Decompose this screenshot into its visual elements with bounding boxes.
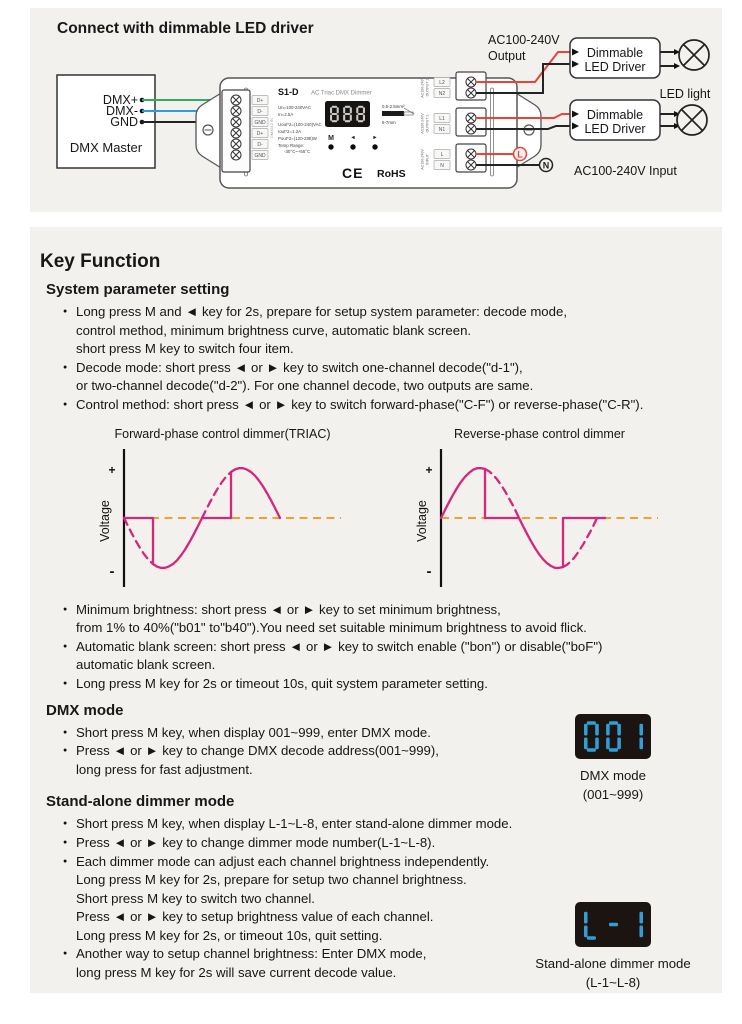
bullet-item (63, 675, 722, 694)
forward-phase-waveform (98, 443, 348, 593)
svg-text:Voltage: Voltage (414, 499, 429, 542)
svg-text:GND: GND (254, 120, 266, 127)
reverse-phase-title: Reverse-phase control dimmer (454, 426, 625, 441)
button-m (328, 144, 333, 149)
svg-text:+: + (424, 462, 433, 477)
bullet-line: ● Decode mode: short press ◄ or ► key to switch one-channel decode("d-1"), (76, 359, 523, 375)
bullet-line: ● Short press M key, when display L-1~L-8, enter stand-alone dimmer mode. (76, 816, 513, 832)
ce-mark: CE (342, 165, 364, 181)
dmx-seven-segment-display (575, 714, 651, 759)
bullet-item (63, 396, 722, 415)
diagram-title: Connect with dimmable LED driver (57, 20, 314, 37)
bullet-item (63, 638, 722, 675)
led-driver-1 (570, 38, 660, 78)
output-label-line2: Output (488, 49, 526, 63)
svg-text:AC100-240V: AC100-240V (420, 113, 425, 134)
reverse-phase-figure (399, 427, 680, 593)
pin-label-dmx-plus: DMX+ (102, 93, 138, 107)
svg-text:-30°C~+55°C: -30°C~+55°C (284, 149, 311, 154)
bullet-line: ● Control method: short press ◄ or ► key to switch forward-phase("C-F") or reverse-phase("C-R"). (76, 396, 644, 412)
standalone-mode-heading: Stand-alone dimmer mode (46, 793, 235, 811)
button-right-label: ► (372, 135, 378, 141)
led-driver-2 (570, 100, 660, 140)
svg-text:Dimmable: Dimmable (586, 46, 644, 60)
svg-text:Pout*2=(120-288)W: Pout*2=(120-288)W (278, 136, 317, 141)
bullet-line: ● Short press M key, when display 001~999, enter DMX mode. (76, 724, 431, 740)
led-light-label: LED light (659, 87, 711, 101)
svg-text:D-: D- (257, 109, 263, 116)
input-label: AC100-240V Input (574, 164, 677, 178)
svg-text:-: - (109, 562, 114, 580)
svg-text:Temp Range:: Temp Range: (278, 143, 305, 148)
bullet-item (63, 815, 722, 834)
forward-phase-figure (82, 427, 363, 593)
forward-phase-title: Forward-phase control dimmer(TRIAC) (114, 426, 331, 441)
svg-text:D-: D- (257, 142, 263, 149)
bullet-line: Long press M key for 2s, prepare for setup two channel brightness. (76, 872, 467, 888)
lamp-2 (660, 105, 707, 135)
bullet-line: ● Each dimmer mode can adjust each channel brightness independently. (76, 853, 490, 869)
bullet-line: ● Press ◄ or ► key to change dimmer mode number(L-1~L-8). (76, 834, 436, 850)
lamp-1 (660, 40, 709, 70)
bullet-line: from 1% to 40%("b01" to"b40").You need set suitable minimum brightness to avoid flick. (76, 620, 587, 636)
svg-text:Iout*2=1.2A: Iout*2=1.2A (278, 129, 302, 134)
svg-text:L: L (440, 152, 444, 159)
svg-text:LED Driver: LED Driver (584, 122, 646, 136)
bullet-line: automatic blank screen. (76, 657, 216, 673)
bullet-line: Long press M key for 2s, or timeout 10s, quit setting. (76, 927, 383, 943)
pin-label-gnd: GND (110, 115, 138, 129)
bullet-item (63, 303, 722, 359)
system-parameter-heading: System parameter setting (46, 281, 230, 298)
bullet-item (63, 834, 722, 853)
svg-text:OUTPUT 2: OUTPUT 2 (425, 78, 430, 97)
svg-text:N: N (440, 163, 444, 170)
bullet-line: Short press M key to switch two channel. (76, 890, 315, 906)
bullet-line: ● Long press M and ◄ key for 2s, prepare for setup system parameter: decode mode, (76, 304, 567, 319)
connection-diagram (30, 8, 722, 212)
svg-text:In=2.5A: In=2.5A (278, 112, 294, 117)
svg-text:L2: L2 (439, 80, 445, 87)
svg-text:AC100-240V: AC100-240V (420, 77, 425, 98)
svg-text:Dimmable: Dimmable (586, 108, 644, 122)
svg-text:Uout*2=(100-240)VAC: Uout*2=(100-240)VAC (278, 122, 322, 127)
bullet-line: ● Long press M key for 2s or timeout 10s, quit system parameter setting. (76, 675, 488, 691)
svg-text:N1: N1 (438, 127, 446, 134)
standalone-display-caption: Stand-alone dimmer mode (535, 955, 691, 971)
button-m-label: M (328, 135, 334, 142)
standalone-display-widget (518, 902, 708, 992)
output-label-line1: AC100-240V (488, 33, 560, 47)
bullet-line: ● Another way to setup channel brightness: Enter DMX mode, (76, 946, 427, 962)
reverse-phase-waveform (415, 443, 665, 593)
svg-text:Voltage: Voltage (97, 499, 112, 542)
key-function-panel (30, 227, 722, 993)
svg-text:Un=100-240VAC: Un=100-240VAC (278, 105, 311, 110)
standalone-display-range: (L-1~L-8) (585, 974, 641, 990)
dmx-master-box (57, 75, 155, 168)
svg-text:INPUT: INPUT (425, 154, 430, 165)
svg-text:D+: D+ (256, 98, 264, 105)
dmx-port-label: DMX512 IN (270, 118, 274, 138)
dmx-display-range: (001~999) (582, 786, 644, 802)
svg-text:L: L (517, 149, 523, 160)
device-left-terminal-block (222, 90, 274, 172)
svg-text:OUTPUT 1: OUTPUT 1 (425, 114, 430, 133)
standalone-seven-segment-display (575, 902, 651, 947)
svg-text:0.5-2.5mm²: 0.5-2.5mm² (382, 104, 405, 109)
dmx-mode-heading: DMX mode (46, 701, 124, 719)
neutral-marker (540, 159, 553, 172)
svg-text:6-7mm: 6-7mm (382, 120, 396, 125)
device-model: S1-D (278, 87, 299, 97)
waveform-figures (30, 427, 722, 593)
device-model-desc: AC Triac DMX Dimmer (311, 90, 372, 97)
rohs-mark: RoHS (377, 168, 406, 180)
bullet-item (63, 601, 722, 638)
bullet-line: short press M key to switch four item. (76, 341, 294, 357)
button-left-label: ◄ (350, 135, 356, 141)
bullet-line: or two-channel decode("d-2"). For one channel decode, two outputs are same. (76, 378, 534, 394)
dmx-display-widget (518, 714, 708, 804)
svg-text:GND: GND (254, 153, 266, 160)
page-title: Key Function (40, 251, 161, 272)
mode-sections (30, 701, 722, 990)
bullet-line: control method, minimum brightness curve, automatic blank screen. (76, 322, 472, 338)
dmx-display-caption: DMX mode (580, 767, 646, 783)
bullet-line: ● Minimum brightness: short press ◄ or ► key to set minimum brightness, (76, 601, 501, 617)
system-parameter-bullets (63, 303, 722, 415)
svg-text:D+: D+ (256, 131, 264, 138)
bullet-line: ● Automatic blank screen: short press ◄ or ► key to switch enable ("bon") or disable("boF") (76, 638, 603, 654)
svg-text:+: + (107, 462, 116, 477)
bullet-line: long press for fast adjustment. (76, 761, 253, 777)
svg-text:LED Driver: LED Driver (584, 60, 646, 74)
dmx-master-label: DMX Master (69, 140, 143, 155)
connection-diagram-panel (30, 8, 722, 212)
bullet-item (63, 359, 722, 396)
pin-label-dmx-minus: DMX- (106, 104, 138, 118)
live-marker (514, 148, 527, 161)
button-right (372, 144, 377, 149)
svg-text:L1: L1 (439, 116, 445, 123)
bullet-line: Press ◄ or ► key to setup brightness value of each channel. (76, 909, 434, 925)
system-parameter-bullets-2 (63, 601, 722, 694)
bullet-line: ● Press ◄ or ► key to change DMX decode address(001~999), (76, 743, 439, 759)
bullet-line: long press M key for 2s will save current decode value. (76, 965, 397, 981)
svg-text:N2: N2 (438, 91, 446, 98)
svg-text:N: N (542, 160, 550, 171)
svg-text:-: - (426, 562, 431, 580)
svg-text:AC100-240V: AC100-240V (420, 149, 425, 170)
button-left (350, 144, 355, 149)
